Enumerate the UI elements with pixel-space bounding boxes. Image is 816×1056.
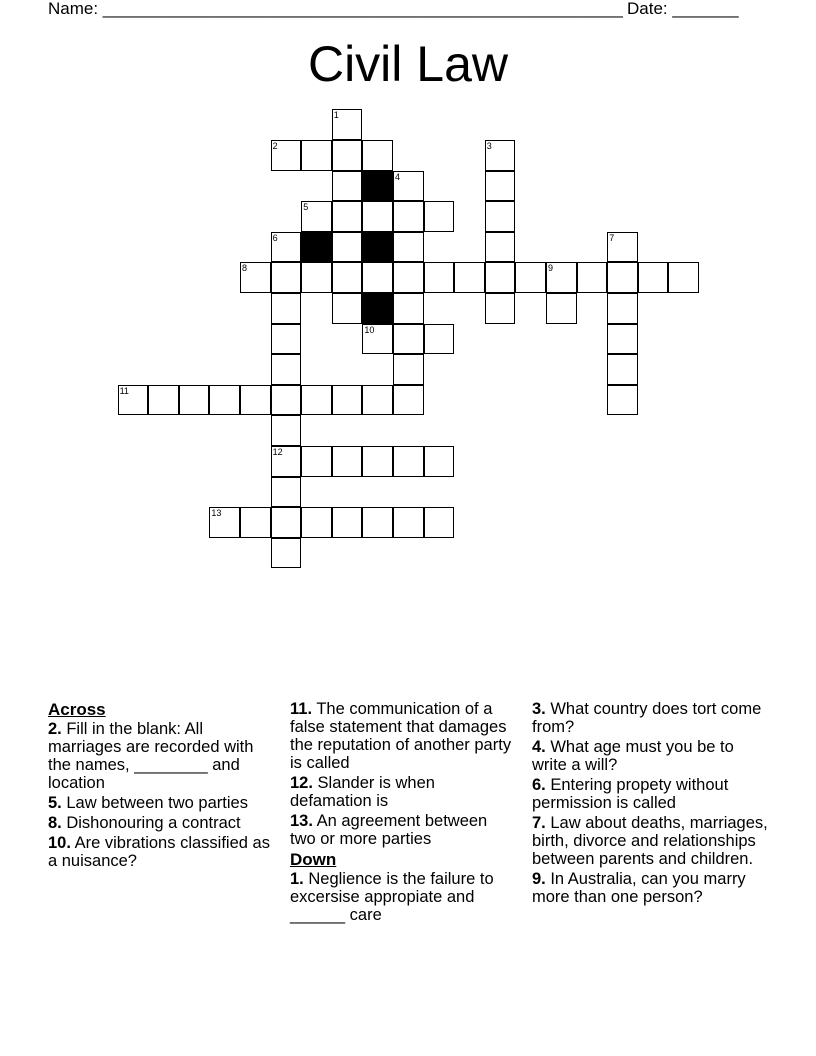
- crossword-cell[interactable]: [607, 232, 638, 263]
- crossword-cell[interactable]: [393, 507, 424, 538]
- crossword-cell[interactable]: [546, 293, 577, 324]
- crossword-cell[interactable]: [393, 262, 424, 293]
- clue-number: 12: [272, 447, 283, 457]
- clue-number: 13: [211, 508, 222, 519]
- crossword-cell[interactable]: [607, 262, 638, 293]
- crossword-cell[interactable]: [271, 477, 302, 508]
- clue-number: 1.: [290, 870, 304, 888]
- crossword-cell[interactable]: [424, 262, 455, 293]
- clue-text: Law between two parties: [61, 794, 248, 812]
- crossword-cell[interactable]: [332, 140, 363, 171]
- crossword-cell[interactable]: [607, 324, 638, 355]
- clue-item: [48, 814, 278, 832]
- crossword-cell[interactable]: [362, 262, 393, 293]
- crossword-cell[interactable]: [515, 262, 546, 293]
- clue-number: 6.: [532, 776, 546, 794]
- clue-number: 8: [242, 263, 248, 274]
- crossword-cell[interactable]: [240, 507, 271, 538]
- clue-number: 2: [272, 141, 278, 151]
- crossword-cell[interactable]: [638, 262, 669, 293]
- clue-number: 6: [272, 232, 278, 243]
- crossword-cell[interactable]: [393, 446, 424, 477]
- crossword-cell[interactable]: [485, 140, 516, 171]
- crossword-cell[interactable]: [301, 140, 332, 171]
- clue-text: Are vibrations classified as a nuisance?: [48, 834, 270, 870]
- crossword-cell[interactable]: [393, 171, 424, 202]
- clue-number: 5.: [48, 794, 62, 812]
- name-field[interactable]: Name: _______________________________________________________: [48, 0, 623, 18]
- clue-item: [532, 738, 772, 774]
- crossword-cell[interactable]: [148, 385, 179, 416]
- crossword-cell[interactable]: [271, 262, 302, 293]
- crossword-cell[interactable]: [485, 262, 516, 293]
- crossword-cell[interactable]: [271, 446, 302, 477]
- crossword-cell[interactable]: [332, 446, 363, 477]
- crossword-cell[interactable]: [454, 262, 485, 293]
- crossword-cell[interactable]: [577, 262, 608, 293]
- crossword-cell[interactable]: [485, 171, 516, 202]
- clue-item: [48, 834, 278, 870]
- crossword-cell[interactable]: [485, 201, 516, 232]
- crossword-cell[interactable]: [362, 446, 393, 477]
- clue-text: Fill in the blank: All marriages are recorded with the names, ________ and location: [48, 720, 254, 792]
- crossword-cell[interactable]: [362, 385, 393, 416]
- clue-item: [532, 814, 772, 868]
- crossword-cell[interactable]: [424, 446, 455, 477]
- crossword-cell[interactable]: [362, 507, 393, 538]
- clue-item: [532, 870, 772, 906]
- clue-number: 9: [548, 263, 554, 274]
- clue-text: What country does tort come from?: [532, 700, 762, 736]
- clue-item: [290, 774, 515, 810]
- crossword-cell[interactable]: [118, 385, 149, 416]
- clue-text: An agreement between two or more parties: [290, 812, 488, 848]
- clue-item: [48, 720, 278, 792]
- clue-number: 9.: [532, 870, 546, 888]
- clue-number: 5: [303, 202, 309, 213]
- clue-item: [532, 700, 772, 736]
- black-square: [362, 293, 393, 324]
- crossword-cell[interactable]: [271, 415, 302, 446]
- crossword-cell[interactable]: [393, 293, 424, 324]
- crossword-cell[interactable]: [209, 507, 240, 538]
- clue-number: 8.: [48, 814, 62, 832]
- crossword-cell[interactable]: [607, 385, 638, 416]
- crossword-cell[interactable]: [393, 324, 424, 355]
- clue-text: In Australia, can you marry more than one person?: [532, 870, 746, 906]
- crossword-cell[interactable]: [332, 109, 363, 140]
- crossword-cell[interactable]: [393, 385, 424, 416]
- crossword-cell[interactable]: [301, 385, 332, 416]
- crossword-cell[interactable]: [393, 354, 424, 385]
- clue-item: [48, 794, 278, 812]
- clue-number: 3.: [532, 700, 546, 718]
- crossword-cell[interactable]: [362, 324, 393, 355]
- clue-item: [290, 700, 515, 772]
- clue-number: 13.: [290, 812, 313, 830]
- crossword-cell[interactable]: [332, 262, 363, 293]
- clue-number: 12.: [290, 774, 313, 792]
- crossword-cell[interactable]: [271, 293, 302, 324]
- crossword-cell[interactable]: [301, 201, 332, 232]
- crossword-cell[interactable]: [332, 232, 363, 263]
- clue-text: The communication of a false statement that damages the reputation of another party is called: [290, 700, 512, 772]
- crossword-cell[interactable]: [301, 507, 332, 538]
- crossword-cell[interactable]: [271, 507, 302, 538]
- crossword-cell[interactable]: [240, 262, 271, 293]
- clues-column-1: [48, 700, 278, 872]
- crossword-cell[interactable]: [393, 232, 424, 263]
- crossword-cell[interactable]: [271, 385, 302, 416]
- crossword-cell[interactable]: [271, 354, 302, 385]
- clue-number: 10.: [48, 834, 71, 852]
- across-heading: Across: [48, 700, 106, 719]
- crossword-cell[interactable]: [607, 293, 638, 324]
- clue-item: [290, 870, 515, 924]
- crossword-cell[interactable]: [424, 507, 455, 538]
- clue-item: [290, 812, 515, 848]
- crossword-cell[interactable]: [393, 201, 424, 232]
- clue-number: 7.: [532, 814, 546, 832]
- black-square: [301, 232, 332, 263]
- crossword-cell[interactable]: [424, 201, 455, 232]
- crossword-cell[interactable]: [332, 201, 363, 232]
- crossword-cell[interactable]: [668, 262, 699, 293]
- crossword-cell[interactable]: [332, 171, 363, 202]
- crossword-cell[interactable]: [424, 324, 455, 355]
- down-heading: Down: [290, 850, 337, 869]
- clue-number: 4: [395, 171, 401, 182]
- date-field[interactable]: Date: _______: [627, 0, 739, 18]
- crossword-cell[interactable]: [485, 293, 516, 324]
- page-title: Civil Law: [307, 36, 509, 92]
- crossword-cell[interactable]: [271, 140, 302, 171]
- crossword-cell[interactable]: [271, 538, 302, 569]
- clues-column-2: [290, 700, 515, 926]
- clue-number: 11: [119, 385, 129, 396]
- crossword-cell[interactable]: [362, 201, 393, 232]
- clue-number: 4.: [532, 738, 546, 756]
- clue-number: 7: [609, 232, 615, 243]
- crossword-cell[interactable]: [240, 385, 271, 416]
- crossword-cell[interactable]: [209, 385, 240, 416]
- crossword-cell[interactable]: [485, 232, 516, 263]
- crossword-cell[interactable]: [301, 446, 332, 477]
- clues-column-3: [532, 700, 772, 908]
- crossword-cell[interactable]: [301, 262, 332, 293]
- crossword-cell[interactable]: [179, 385, 210, 416]
- crossword-cell[interactable]: [271, 324, 302, 355]
- crossword-cell[interactable]: [362, 140, 393, 171]
- crossword-cell[interactable]: [546, 262, 577, 293]
- clue-text: Slander is when defamation is: [290, 774, 435, 810]
- clue-text: What age must you be to write a will?: [532, 738, 734, 774]
- clue-number: 1: [333, 110, 339, 121]
- clue-number: 10: [364, 324, 375, 335]
- crossword-cell[interactable]: [271, 232, 302, 263]
- black-square: [362, 171, 393, 202]
- clue-number: 2.: [48, 720, 62, 738]
- clue-text: Dishonouring a contract: [61, 814, 241, 832]
- crossword-cell[interactable]: [332, 293, 363, 324]
- clue-item: [532, 776, 772, 812]
- clue-number: 3: [486, 141, 492, 151]
- crossword-cell[interactable]: [332, 507, 363, 538]
- crossword-cell[interactable]: [607, 354, 638, 385]
- clue-text: Neglience is the failure to excersise appropiate and ______ care: [290, 870, 494, 924]
- clue-text: Law about deaths, marriages, birth, divorce and relationships between parents and children.: [532, 814, 768, 868]
- crossword-cell[interactable]: [332, 385, 363, 416]
- black-square: [362, 232, 393, 263]
- clue-number: 11.: [290, 700, 313, 718]
- clue-text: Entering propety without permission is called: [532, 776, 729, 812]
